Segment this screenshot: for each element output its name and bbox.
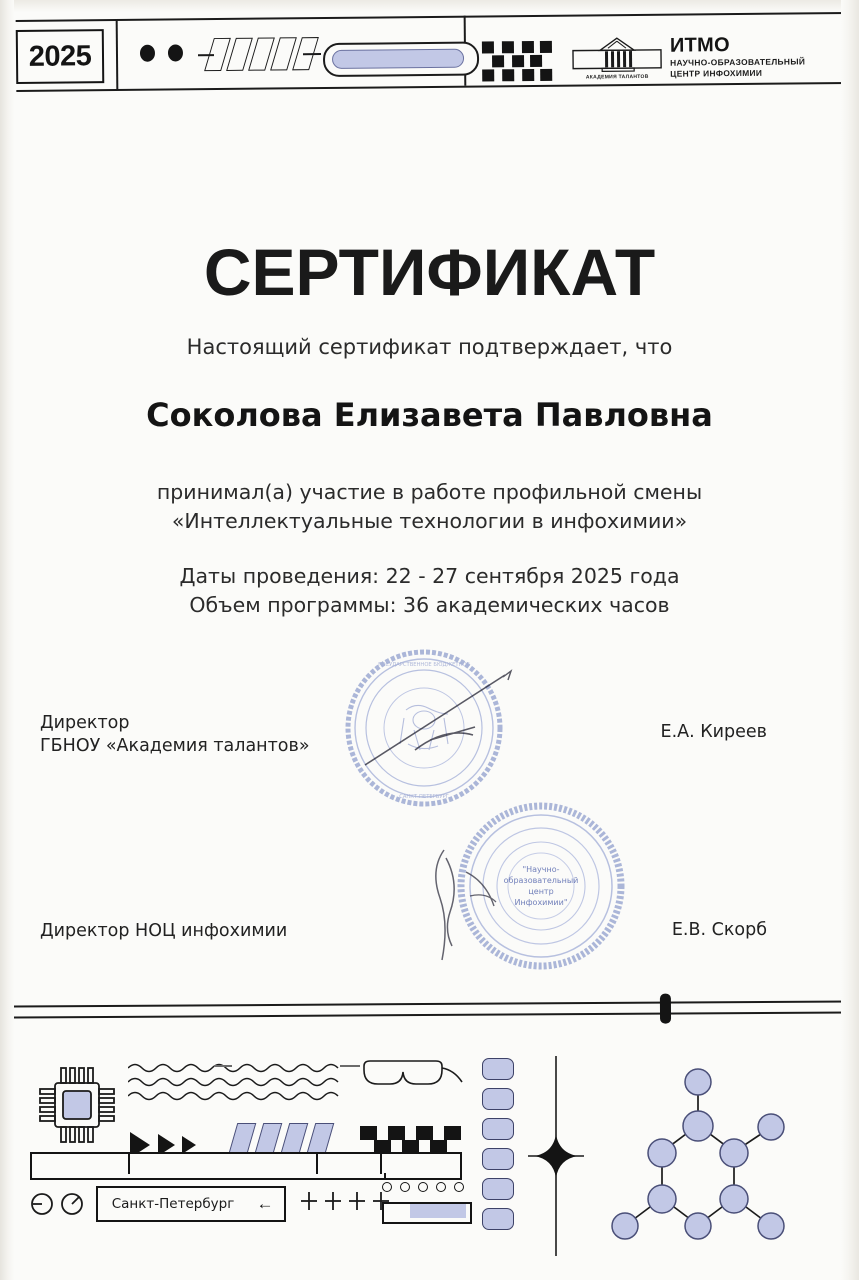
slashbar-lead-line: [214, 1065, 232, 1067]
lozenge-column-icon: [482, 1058, 514, 1258]
signature-name-1: Е.А. Киреев: [660, 722, 767, 742]
itmo-wordmark: ИТМО: [669, 34, 731, 57]
signature-role-1: [40, 712, 310, 758]
header-band: [0, 10, 859, 98]
signature-role-1-line-1: Директор: [40, 713, 130, 733]
dot-row-tick: [384, 1173, 386, 1178]
header-dot-icon-2: [168, 44, 183, 61]
footer-rules: [14, 1000, 850, 1027]
sunglasses-icon: [362, 1058, 466, 1098]
header-slash-tail-line: [303, 53, 321, 55]
director-signature-2: [424, 820, 524, 975]
footer-tab-marker: [660, 994, 671, 1024]
recipient-name: Соколова Елизавета Павловна: [146, 396, 713, 434]
plus-mark-3: [348, 1190, 366, 1212]
itmo-subtitle-line-2: ЦЕНТР ИНФОХИМИИ: [670, 67, 763, 79]
svg-text:САНКТ-ПЕТЕРБУРГ: САНКТ-ПЕТЕРБУРГ: [399, 794, 449, 800]
plus-marks-icon: [300, 1190, 394, 1216]
header-checkerboard-icon: [482, 41, 552, 84]
benzene-molecule-icon: [590, 1050, 805, 1250]
director-signature-1: [355, 655, 530, 805]
certificate-body: [0, 478, 859, 536]
progress-bar-fill: [410, 1204, 466, 1218]
segmented-bar: [30, 1152, 462, 1180]
footer-decoration: [0, 1040, 859, 1260]
plus-mark-1: [300, 1190, 318, 1212]
signature-role-1-line-2: ГБНОУ «Академия талантов»: [40, 736, 310, 756]
hours-line: Объем программы: 36 академических часов: [189, 593, 670, 617]
svg-text:ГОСУДАРСТВЕННОЕ БЮДЖЕТНОЕ: ГОСУДАРСТВЕННОЕ БЮДЖЕТНОЕ: [378, 662, 470, 668]
body-line-2: «Интеллектуальные технологии в инфохимии»: [171, 509, 688, 533]
body-line-1: принимал(а) участие в работе профильной смены: [156, 480, 703, 504]
plus-mark-2: [324, 1190, 342, 1212]
back-arrow-icon: ←: [256, 1194, 274, 1213]
logo-block: [572, 32, 822, 86]
seal-text-line-3: центр: [528, 887, 554, 896]
year-label: 2025: [28, 39, 92, 73]
waveform-icon: [128, 1060, 343, 1108]
back-arrow-button[interactable]: [246, 1186, 286, 1222]
header-divider-1: [116, 19, 119, 89]
dates-line: Даты проведения: 22 - 27 сентября 2025 года: [179, 564, 680, 588]
signature-role-2: [40, 920, 287, 943]
slashbar-tail-line: [340, 1065, 360, 1067]
gauge-dials-icon: [30, 1190, 90, 1218]
city-field: [96, 1186, 250, 1222]
certificate-subtitle: Настоящий сертификат подтверждает, что: [186, 335, 673, 359]
itmo-subtitle: [670, 56, 820, 79]
progress-bar: [382, 1202, 472, 1224]
seal-text-line-4: Инфохимии": [514, 898, 568, 907]
certificate-title: СЕРТИФИКАТ: [203, 235, 656, 309]
certificate-details: [0, 562, 859, 620]
header-pill-fill: [332, 49, 464, 69]
sparkle-cross-icon: [528, 1056, 584, 1256]
academy-temple-label: АКАДЕМИЯ ТАЛАНТОВ: [585, 73, 649, 81]
year-badge: [16, 29, 105, 84]
signature-role-2-line-1: Директор НОЦ инфохимии: [40, 921, 288, 941]
microchip-icon: [38, 1062, 116, 1148]
itmo-subtitle-line-1: НАУЧНО-ОБРАЗОВАТЕЛЬНЫЙ: [670, 56, 806, 68]
seal-text-line-2: образовательный: [503, 876, 579, 885]
seal-text-line-1: "Научно-: [522, 865, 560, 874]
header-pill-icon: [323, 42, 479, 77]
city-label: Санкт-Петербург: [111, 1196, 235, 1212]
header-dot-icon-1: [140, 45, 155, 62]
signature-name-2: Е.В. Скорб: [671, 920, 767, 940]
dot-row-icon: [382, 1180, 476, 1196]
header-top-rule: [16, 12, 848, 22]
footer-rule-1: [14, 1000, 850, 1007]
footer-rule-2: [14, 1011, 850, 1018]
